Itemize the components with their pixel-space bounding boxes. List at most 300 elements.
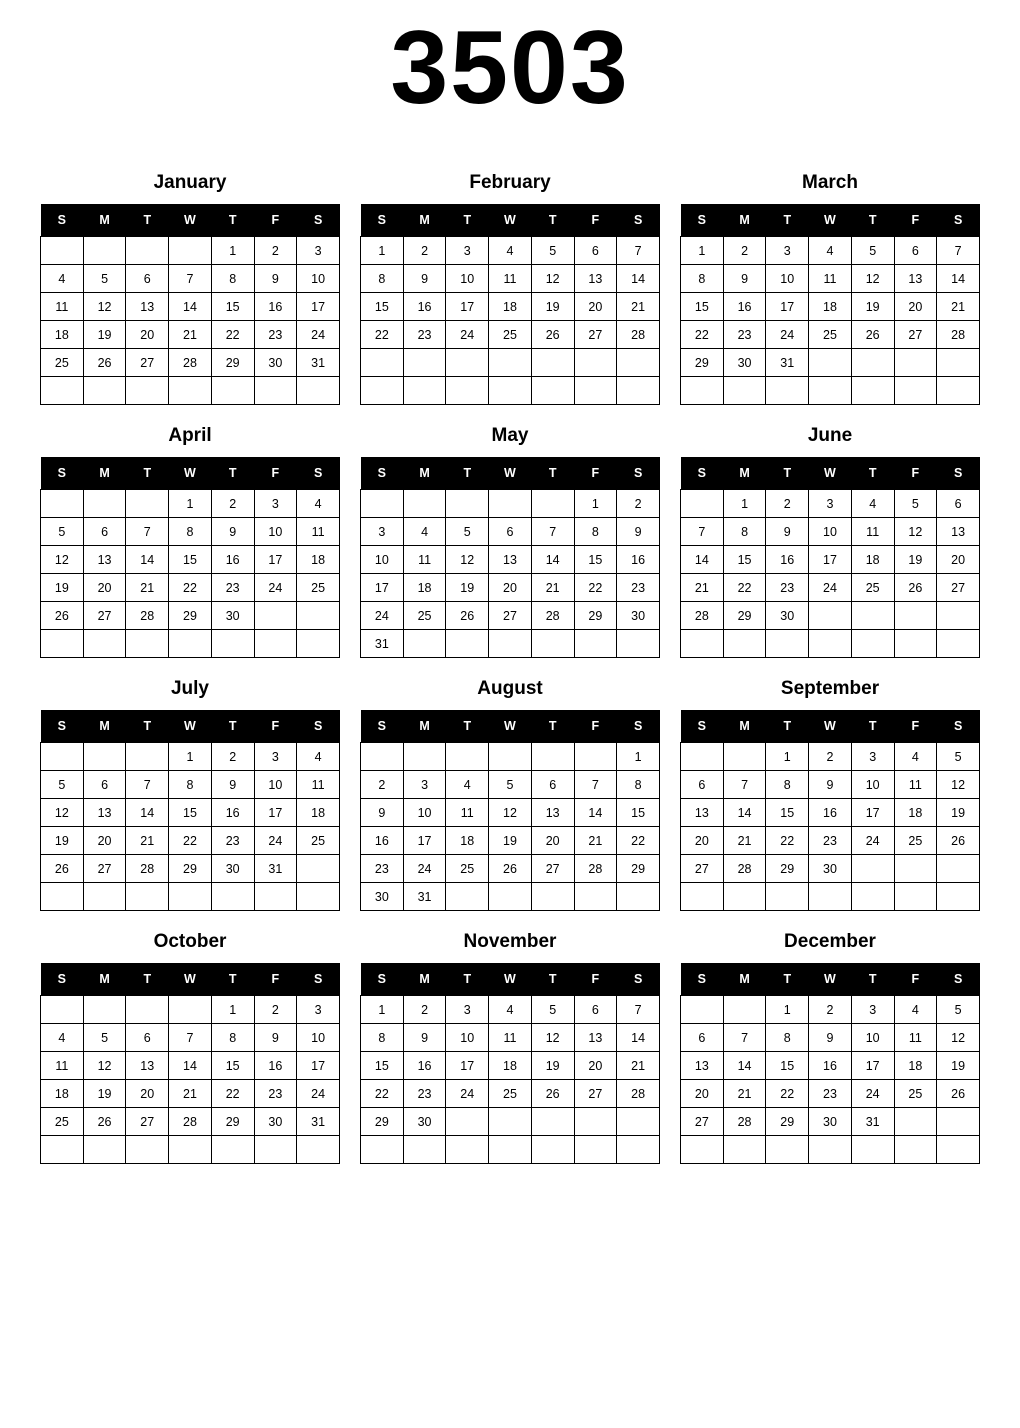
day-cell[interactable]: 19 <box>894 546 937 574</box>
day-cell[interactable]: 7 <box>169 265 212 293</box>
day-cell[interactable]: 29 <box>211 1108 254 1136</box>
day-cell[interactable]: 19 <box>531 293 574 321</box>
day-cell[interactable]: 26 <box>937 827 980 855</box>
day-cell[interactable]: 1 <box>361 237 404 265</box>
day-cell[interactable]: 6 <box>126 1024 169 1052</box>
day-cell[interactable]: 18 <box>894 799 937 827</box>
day-cell[interactable]: 18 <box>894 1052 937 1080</box>
day-cell[interactable]: 13 <box>681 1052 724 1080</box>
day-cell[interactable]: 28 <box>126 855 169 883</box>
day-cell[interactable]: 15 <box>617 799 660 827</box>
day-cell[interactable]: 11 <box>403 546 446 574</box>
day-cell[interactable]: 4 <box>446 771 489 799</box>
day-cell[interactable]: 29 <box>574 602 617 630</box>
day-cell[interactable]: 19 <box>41 827 84 855</box>
day-cell[interactable]: 10 <box>297 1024 340 1052</box>
day-cell[interactable]: 2 <box>211 743 254 771</box>
day-cell[interactable]: 25 <box>809 321 852 349</box>
day-cell[interactable]: 14 <box>937 265 980 293</box>
day-cell[interactable]: 1 <box>766 996 809 1024</box>
day-cell[interactable]: 20 <box>531 827 574 855</box>
day-cell[interactable]: 18 <box>489 293 532 321</box>
day-cell[interactable]: 9 <box>254 265 297 293</box>
day-cell[interactable]: 9 <box>617 518 660 546</box>
day-cell[interactable]: 12 <box>446 546 489 574</box>
day-cell[interactable]: 13 <box>126 293 169 321</box>
day-cell[interactable]: 17 <box>297 293 340 321</box>
day-cell[interactable]: 13 <box>894 265 937 293</box>
day-cell[interactable]: 30 <box>211 602 254 630</box>
day-cell[interactable]: 31 <box>766 349 809 377</box>
day-cell[interactable]: 15 <box>211 293 254 321</box>
day-cell[interactable]: 21 <box>574 827 617 855</box>
day-cell[interactable]: 12 <box>41 546 84 574</box>
day-cell[interactable]: 2 <box>723 237 766 265</box>
day-cell[interactable]: 7 <box>531 518 574 546</box>
day-cell[interactable]: 25 <box>894 1080 937 1108</box>
day-cell[interactable]: 22 <box>211 321 254 349</box>
day-cell[interactable]: 15 <box>574 546 617 574</box>
day-cell[interactable]: 23 <box>403 321 446 349</box>
day-cell[interactable]: 3 <box>254 743 297 771</box>
day-cell[interactable]: 17 <box>297 1052 340 1080</box>
day-cell[interactable]: 12 <box>83 1052 126 1080</box>
day-cell[interactable]: 24 <box>403 855 446 883</box>
day-cell[interactable]: 5 <box>83 1024 126 1052</box>
day-cell[interactable]: 16 <box>809 799 852 827</box>
day-cell[interactable]: 21 <box>723 827 766 855</box>
day-cell[interactable]: 24 <box>297 321 340 349</box>
day-cell[interactable]: 1 <box>169 743 212 771</box>
day-cell[interactable]: 18 <box>489 1052 532 1080</box>
day-cell[interactable]: 17 <box>254 546 297 574</box>
day-cell[interactable]: 7 <box>723 1024 766 1052</box>
day-cell[interactable]: 7 <box>617 996 660 1024</box>
day-cell[interactable]: 14 <box>617 265 660 293</box>
day-cell[interactable]: 16 <box>254 293 297 321</box>
day-cell[interactable]: 9 <box>723 265 766 293</box>
day-cell[interactable]: 25 <box>489 1080 532 1108</box>
day-cell[interactable]: 8 <box>617 771 660 799</box>
day-cell[interactable]: 31 <box>254 855 297 883</box>
day-cell[interactable]: 8 <box>766 771 809 799</box>
day-cell[interactable]: 20 <box>126 1080 169 1108</box>
day-cell[interactable]: 8 <box>361 265 404 293</box>
day-cell[interactable]: 26 <box>83 349 126 377</box>
day-cell[interactable]: 16 <box>403 1052 446 1080</box>
day-cell[interactable]: 3 <box>809 490 852 518</box>
day-cell[interactable]: 15 <box>766 799 809 827</box>
day-cell[interactable]: 26 <box>446 602 489 630</box>
day-cell[interactable]: 31 <box>297 1108 340 1136</box>
day-cell[interactable]: 20 <box>489 574 532 602</box>
day-cell[interactable]: 29 <box>169 602 212 630</box>
day-cell[interactable]: 8 <box>723 518 766 546</box>
day-cell[interactable]: 9 <box>766 518 809 546</box>
day-cell[interactable]: 2 <box>403 237 446 265</box>
day-cell[interactable]: 9 <box>403 265 446 293</box>
day-cell[interactable]: 19 <box>937 1052 980 1080</box>
day-cell[interactable]: 20 <box>937 546 980 574</box>
day-cell[interactable]: 4 <box>851 490 894 518</box>
day-cell[interactable]: 10 <box>254 518 297 546</box>
day-cell[interactable]: 1 <box>211 996 254 1024</box>
day-cell[interactable]: 13 <box>681 799 724 827</box>
day-cell[interactable]: 4 <box>489 996 532 1024</box>
day-cell[interactable]: 24 <box>809 574 852 602</box>
day-cell[interactable]: 9 <box>211 771 254 799</box>
day-cell[interactable]: 25 <box>41 1108 84 1136</box>
day-cell[interactable]: 6 <box>574 996 617 1024</box>
day-cell[interactable]: 28 <box>169 349 212 377</box>
day-cell[interactable]: 7 <box>126 771 169 799</box>
day-cell[interactable]: 12 <box>83 293 126 321</box>
day-cell[interactable]: 22 <box>361 321 404 349</box>
day-cell[interactable]: 14 <box>531 546 574 574</box>
day-cell[interactable]: 23 <box>809 827 852 855</box>
day-cell[interactable]: 11 <box>297 771 340 799</box>
day-cell[interactable]: 30 <box>809 855 852 883</box>
day-cell[interactable]: 28 <box>937 321 980 349</box>
day-cell[interactable]: 23 <box>766 574 809 602</box>
day-cell[interactable]: 26 <box>83 1108 126 1136</box>
day-cell[interactable]: 16 <box>361 827 404 855</box>
day-cell[interactable]: 9 <box>809 1024 852 1052</box>
day-cell[interactable]: 11 <box>809 265 852 293</box>
day-cell[interactable]: 1 <box>361 996 404 1024</box>
day-cell[interactable]: 27 <box>574 1080 617 1108</box>
day-cell[interactable]: 10 <box>361 546 404 574</box>
day-cell[interactable]: 22 <box>211 1080 254 1108</box>
day-cell[interactable]: 19 <box>851 293 894 321</box>
day-cell[interactable]: 20 <box>681 1080 724 1108</box>
day-cell[interactable]: 30 <box>766 602 809 630</box>
day-cell[interactable]: 5 <box>851 237 894 265</box>
day-cell[interactable]: 5 <box>937 743 980 771</box>
day-cell[interactable]: 18 <box>297 546 340 574</box>
day-cell[interactable]: 21 <box>169 321 212 349</box>
day-cell[interactable]: 13 <box>937 518 980 546</box>
day-cell[interactable]: 21 <box>937 293 980 321</box>
day-cell[interactable]: 1 <box>766 743 809 771</box>
day-cell[interactable]: 14 <box>169 1052 212 1080</box>
day-cell[interactable]: 30 <box>617 602 660 630</box>
day-cell[interactable]: 13 <box>83 546 126 574</box>
day-cell[interactable]: 23 <box>254 321 297 349</box>
day-cell[interactable]: 21 <box>169 1080 212 1108</box>
day-cell[interactable]: 28 <box>681 602 724 630</box>
day-cell[interactable]: 10 <box>446 265 489 293</box>
day-cell[interactable]: 19 <box>531 1052 574 1080</box>
day-cell[interactable]: 5 <box>894 490 937 518</box>
day-cell[interactable]: 1 <box>574 490 617 518</box>
day-cell[interactable]: 29 <box>766 855 809 883</box>
day-cell[interactable]: 12 <box>531 265 574 293</box>
day-cell[interactable]: 24 <box>254 827 297 855</box>
day-cell[interactable]: 23 <box>403 1080 446 1108</box>
day-cell[interactable]: 20 <box>574 293 617 321</box>
day-cell[interactable]: 13 <box>489 546 532 574</box>
day-cell[interactable]: 2 <box>361 771 404 799</box>
day-cell[interactable]: 24 <box>446 1080 489 1108</box>
day-cell[interactable]: 2 <box>403 996 446 1024</box>
day-cell[interactable]: 21 <box>126 574 169 602</box>
day-cell[interactable]: 14 <box>574 799 617 827</box>
day-cell[interactable]: 14 <box>723 1052 766 1080</box>
day-cell[interactable]: 24 <box>297 1080 340 1108</box>
day-cell[interactable]: 6 <box>531 771 574 799</box>
day-cell[interactable]: 10 <box>446 1024 489 1052</box>
day-cell[interactable]: 12 <box>937 1024 980 1052</box>
day-cell[interactable]: 20 <box>574 1052 617 1080</box>
day-cell[interactable]: 8 <box>574 518 617 546</box>
day-cell[interactable]: 9 <box>254 1024 297 1052</box>
day-cell[interactable]: 20 <box>83 574 126 602</box>
day-cell[interactable]: 31 <box>297 349 340 377</box>
day-cell[interactable]: 12 <box>851 265 894 293</box>
day-cell[interactable]: 10 <box>851 1024 894 1052</box>
day-cell[interactable]: 26 <box>531 321 574 349</box>
day-cell[interactable]: 4 <box>403 518 446 546</box>
day-cell[interactable]: 26 <box>894 574 937 602</box>
day-cell[interactable]: 7 <box>574 771 617 799</box>
day-cell[interactable]: 12 <box>894 518 937 546</box>
day-cell[interactable]: 15 <box>169 546 212 574</box>
day-cell[interactable]: 3 <box>446 996 489 1024</box>
day-cell[interactable]: 25 <box>41 349 84 377</box>
day-cell[interactable]: 14 <box>617 1024 660 1052</box>
day-cell[interactable]: 25 <box>894 827 937 855</box>
day-cell[interactable]: 23 <box>723 321 766 349</box>
day-cell[interactable]: 10 <box>297 265 340 293</box>
day-cell[interactable]: 16 <box>723 293 766 321</box>
day-cell[interactable]: 23 <box>617 574 660 602</box>
day-cell[interactable]: 7 <box>126 518 169 546</box>
day-cell[interactable]: 27 <box>681 1108 724 1136</box>
day-cell[interactable]: 21 <box>531 574 574 602</box>
day-cell[interactable]: 7 <box>169 1024 212 1052</box>
day-cell[interactable]: 24 <box>851 1080 894 1108</box>
day-cell[interactable]: 17 <box>851 1052 894 1080</box>
day-cell[interactable]: 1 <box>681 237 724 265</box>
day-cell[interactable]: 29 <box>169 855 212 883</box>
day-cell[interactable]: 2 <box>211 490 254 518</box>
day-cell[interactable]: 10 <box>403 799 446 827</box>
day-cell[interactable]: 18 <box>809 293 852 321</box>
day-cell[interactable]: 4 <box>894 743 937 771</box>
day-cell[interactable]: 10 <box>809 518 852 546</box>
day-cell[interactable]: 18 <box>41 1080 84 1108</box>
day-cell[interactable]: 11 <box>894 1024 937 1052</box>
day-cell[interactable]: 19 <box>83 321 126 349</box>
day-cell[interactable]: 25 <box>297 574 340 602</box>
day-cell[interactable]: 9 <box>211 518 254 546</box>
day-cell[interactable]: 14 <box>126 546 169 574</box>
day-cell[interactable]: 23 <box>361 855 404 883</box>
day-cell[interactable]: 4 <box>809 237 852 265</box>
day-cell[interactable]: 17 <box>809 546 852 574</box>
day-cell[interactable]: 29 <box>723 602 766 630</box>
day-cell[interactable]: 28 <box>617 1080 660 1108</box>
day-cell[interactable]: 19 <box>83 1080 126 1108</box>
day-cell[interactable]: 17 <box>851 799 894 827</box>
day-cell[interactable]: 28 <box>723 855 766 883</box>
day-cell[interactable]: 15 <box>766 1052 809 1080</box>
day-cell[interactable]: 9 <box>361 799 404 827</box>
day-cell[interactable]: 10 <box>766 265 809 293</box>
day-cell[interactable]: 15 <box>169 799 212 827</box>
day-cell[interactable]: 3 <box>403 771 446 799</box>
day-cell[interactable]: 31 <box>361 630 404 658</box>
day-cell[interactable]: 17 <box>403 827 446 855</box>
day-cell[interactable]: 3 <box>361 518 404 546</box>
day-cell[interactable]: 30 <box>723 349 766 377</box>
day-cell[interactable]: 11 <box>297 518 340 546</box>
day-cell[interactable]: 8 <box>211 1024 254 1052</box>
day-cell[interactable]: 3 <box>297 237 340 265</box>
day-cell[interactable]: 11 <box>851 518 894 546</box>
day-cell[interactable]: 28 <box>723 1108 766 1136</box>
day-cell[interactable]: 28 <box>617 321 660 349</box>
day-cell[interactable]: 16 <box>809 1052 852 1080</box>
day-cell[interactable]: 24 <box>766 321 809 349</box>
day-cell[interactable]: 11 <box>41 1052 84 1080</box>
day-cell[interactable]: 24 <box>851 827 894 855</box>
day-cell[interactable]: 6 <box>937 490 980 518</box>
day-cell[interactable]: 16 <box>617 546 660 574</box>
day-cell[interactable]: 6 <box>489 518 532 546</box>
day-cell[interactable]: 1 <box>169 490 212 518</box>
day-cell[interactable]: 31 <box>403 883 446 911</box>
day-cell[interactable]: 22 <box>169 827 212 855</box>
day-cell[interactable]: 3 <box>297 996 340 1024</box>
day-cell[interactable]: 8 <box>681 265 724 293</box>
day-cell[interactable]: 17 <box>766 293 809 321</box>
day-cell[interactable]: 22 <box>574 574 617 602</box>
day-cell[interactable]: 6 <box>126 265 169 293</box>
day-cell[interactable]: 8 <box>169 518 212 546</box>
day-cell[interactable]: 25 <box>297 827 340 855</box>
day-cell[interactable]: 30 <box>361 883 404 911</box>
day-cell[interactable]: 4 <box>297 743 340 771</box>
day-cell[interactable]: 4 <box>41 265 84 293</box>
day-cell[interactable]: 16 <box>254 1052 297 1080</box>
day-cell[interactable]: 20 <box>681 827 724 855</box>
day-cell[interactable]: 20 <box>83 827 126 855</box>
day-cell[interactable]: 26 <box>41 602 84 630</box>
day-cell[interactable]: 1 <box>617 743 660 771</box>
day-cell[interactable]: 27 <box>83 855 126 883</box>
day-cell[interactable]: 17 <box>254 799 297 827</box>
day-cell[interactable]: 14 <box>681 546 724 574</box>
day-cell[interactable]: 5 <box>531 237 574 265</box>
day-cell[interactable]: 22 <box>617 827 660 855</box>
day-cell[interactable]: 30 <box>403 1108 446 1136</box>
day-cell[interactable]: 14 <box>169 293 212 321</box>
day-cell[interactable]: 29 <box>361 1108 404 1136</box>
day-cell[interactable]: 2 <box>809 743 852 771</box>
day-cell[interactable]: 27 <box>126 1108 169 1136</box>
day-cell[interactable]: 15 <box>723 546 766 574</box>
day-cell[interactable]: 26 <box>41 855 84 883</box>
day-cell[interactable]: 15 <box>361 293 404 321</box>
day-cell[interactable]: 20 <box>126 321 169 349</box>
day-cell[interactable]: 24 <box>446 321 489 349</box>
day-cell[interactable]: 2 <box>617 490 660 518</box>
day-cell[interactable]: 17 <box>446 1052 489 1080</box>
day-cell[interactable]: 30 <box>211 855 254 883</box>
day-cell[interactable]: 23 <box>809 1080 852 1108</box>
day-cell[interactable]: 5 <box>489 771 532 799</box>
day-cell[interactable]: 3 <box>851 996 894 1024</box>
day-cell[interactable]: 28 <box>169 1108 212 1136</box>
day-cell[interactable]: 22 <box>361 1080 404 1108</box>
day-cell[interactable]: 26 <box>531 1080 574 1108</box>
day-cell[interactable]: 13 <box>126 1052 169 1080</box>
day-cell[interactable]: 2 <box>254 996 297 1024</box>
day-cell[interactable]: 21 <box>681 574 724 602</box>
day-cell[interactable]: 3 <box>254 490 297 518</box>
day-cell[interactable]: 16 <box>211 799 254 827</box>
day-cell[interactable]: 5 <box>531 996 574 1024</box>
day-cell[interactable]: 17 <box>361 574 404 602</box>
day-cell[interactable]: 5 <box>83 265 126 293</box>
day-cell[interactable]: 27 <box>574 321 617 349</box>
day-cell[interactable]: 26 <box>937 1080 980 1108</box>
day-cell[interactable]: 25 <box>489 321 532 349</box>
day-cell[interactable]: 16 <box>766 546 809 574</box>
day-cell[interactable]: 19 <box>446 574 489 602</box>
day-cell[interactable]: 2 <box>254 237 297 265</box>
day-cell[interactable]: 16 <box>403 293 446 321</box>
day-cell[interactable]: 26 <box>851 321 894 349</box>
day-cell[interactable]: 22 <box>766 1080 809 1108</box>
day-cell[interactable]: 24 <box>361 602 404 630</box>
day-cell[interactable]: 28 <box>531 602 574 630</box>
day-cell[interactable]: 3 <box>446 237 489 265</box>
day-cell[interactable]: 25 <box>851 574 894 602</box>
day-cell[interactable]: 3 <box>851 743 894 771</box>
day-cell[interactable]: 23 <box>254 1080 297 1108</box>
day-cell[interactable]: 20 <box>894 293 937 321</box>
day-cell[interactable]: 25 <box>446 855 489 883</box>
day-cell[interactable]: 27 <box>681 855 724 883</box>
day-cell[interactable]: 21 <box>723 1080 766 1108</box>
day-cell[interactable]: 25 <box>403 602 446 630</box>
day-cell[interactable]: 13 <box>531 799 574 827</box>
day-cell[interactable]: 28 <box>126 602 169 630</box>
day-cell[interactable]: 8 <box>169 771 212 799</box>
day-cell[interactable]: 30 <box>254 349 297 377</box>
day-cell[interactable]: 11 <box>489 1024 532 1052</box>
day-cell[interactable]: 8 <box>211 265 254 293</box>
day-cell[interactable]: 6 <box>894 237 937 265</box>
day-cell[interactable]: 19 <box>41 574 84 602</box>
day-cell[interactable]: 18 <box>297 799 340 827</box>
day-cell[interactable]: 18 <box>403 574 446 602</box>
day-cell[interactable]: 5 <box>937 996 980 1024</box>
day-cell[interactable]: 19 <box>489 827 532 855</box>
day-cell[interactable]: 5 <box>41 771 84 799</box>
day-cell[interactable]: 2 <box>809 996 852 1024</box>
day-cell[interactable]: 4 <box>297 490 340 518</box>
day-cell[interactable]: 9 <box>403 1024 446 1052</box>
day-cell[interactable]: 14 <box>723 799 766 827</box>
day-cell[interactable]: 6 <box>83 771 126 799</box>
day-cell[interactable]: 7 <box>937 237 980 265</box>
day-cell[interactable]: 17 <box>446 293 489 321</box>
day-cell[interactable]: 6 <box>681 1024 724 1052</box>
